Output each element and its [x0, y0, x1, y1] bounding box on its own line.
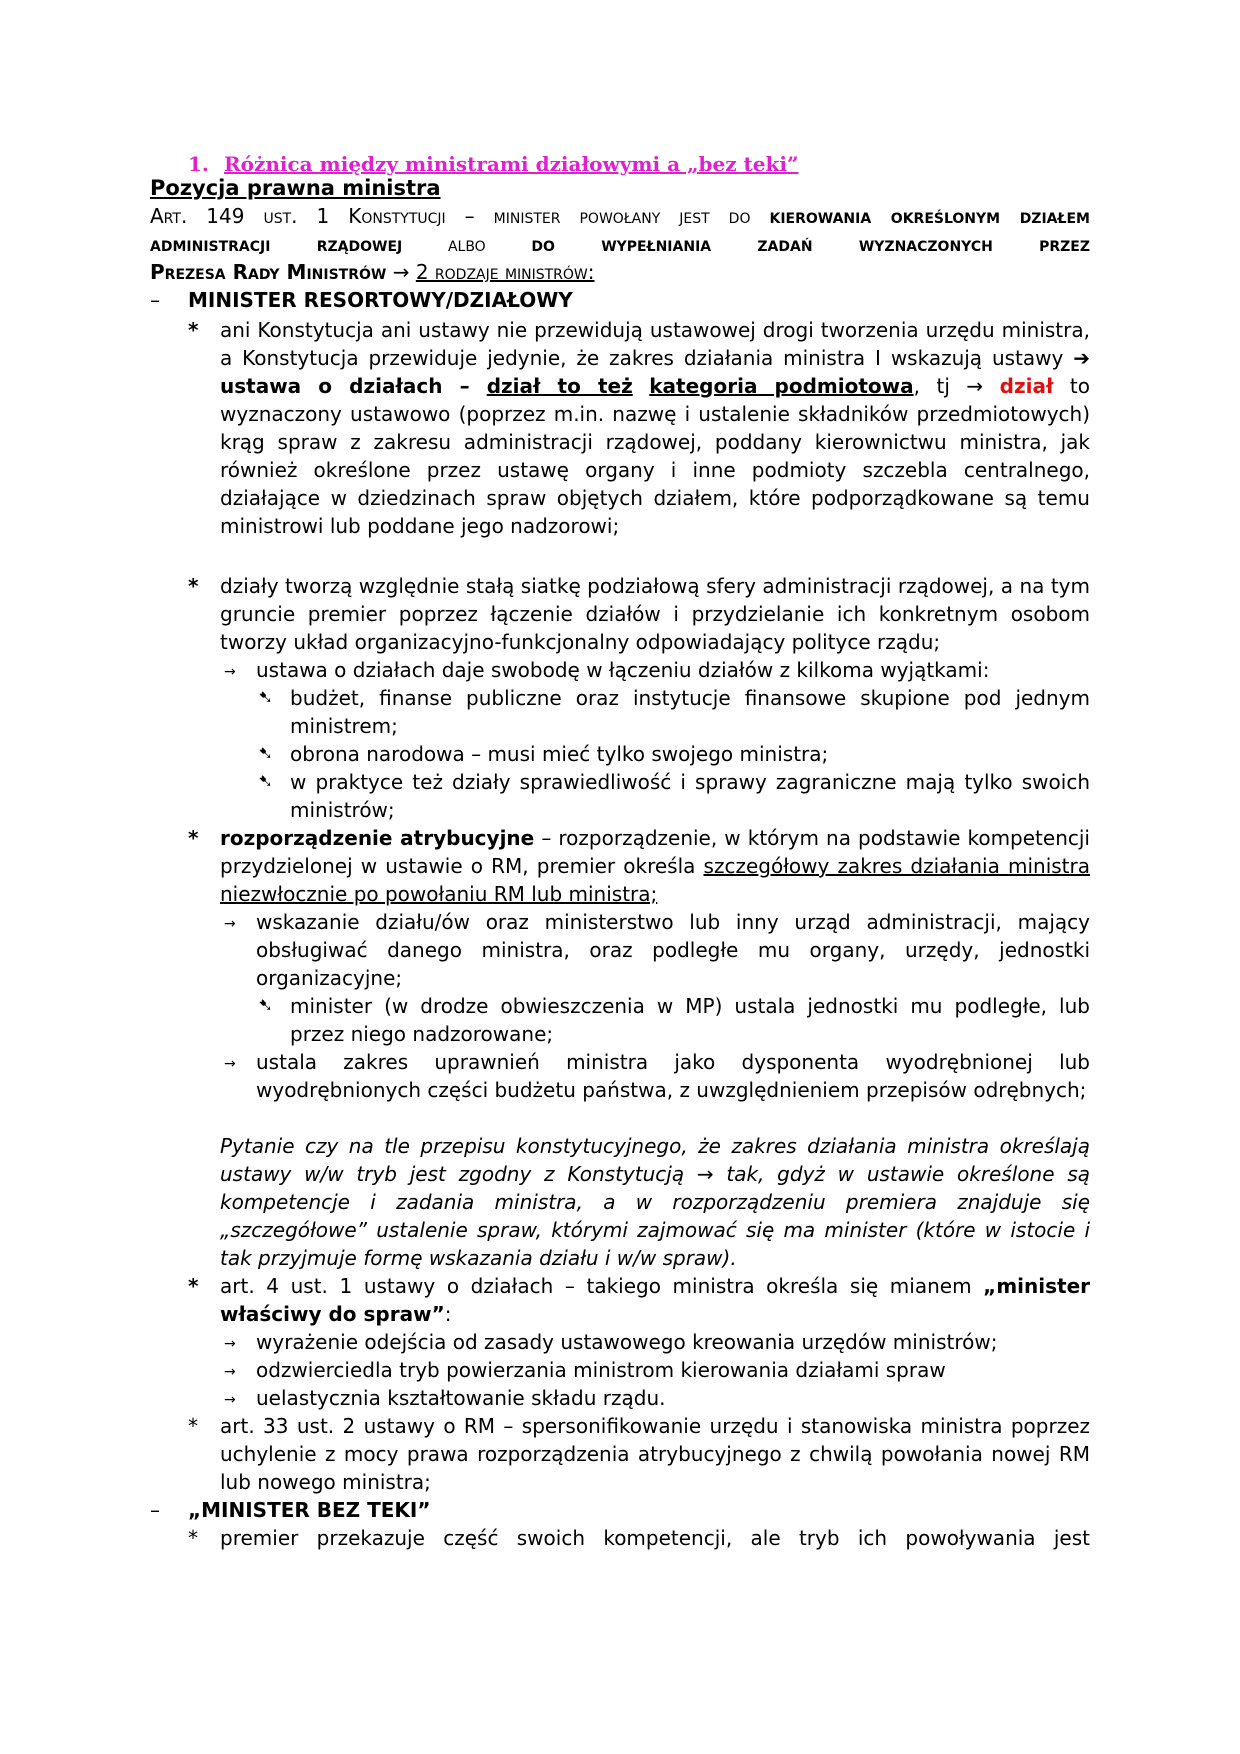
- intro-line-3: [150, 258, 595, 286]
- bullet-art33: art. 33 ust. 2 ustawy o RM – spersonifikowanie urzędu i stanowiska ministra poprzez uchylenie z mocy prawa rozporządzenia atrybucyjnego z chwilą powołania nowej RM lub nowego ministra;: [220, 1414, 1090, 1494]
- intro-line-2: [150, 230, 1090, 258]
- arrow-item: ustala zakres uprawnień ministra jako dysponenta wyodrębnionej lub wyodrębnionych części budżetu państwa, z uwzględnieniem przepisów odrębnych;: [256, 1050, 1090, 1102]
- red-keyword: dział: [999, 374, 1054, 398]
- arrow-bullet-icon: →: [224, 916, 236, 932]
- star-bullet-icon: *: [188, 1414, 198, 1438]
- star-bullet-icon: *: [188, 318, 199, 342]
- arrow-bullet-icon: →: [224, 1392, 236, 1408]
- text: art. 4 ust. 1 ustawy o działach – takiego ministra określa się mianem: [220, 1274, 984, 1298]
- arrow-bullet-icon: →: [224, 1364, 236, 1380]
- hand-item: obrona narodowa – musi mieć tylko swojego ministra;: [290, 742, 829, 766]
- dash-bullet-icon: –: [150, 288, 160, 312]
- hand-arrow-icon: ➷: [258, 995, 274, 1016]
- text: – rozporządzenie, w którym na podstawie kompetencji przydzielonej w ustawie o RM, premier określa: [220, 826, 1090, 878]
- star-bullet-icon: *: [188, 1274, 199, 1298]
- hand-item: w praktyce też działy sprawiedliwość i sprawy zagraniczne mają tylko swoich ministrów;: [290, 770, 1090, 822]
- text: to wyznaczony ustawowo (poprzez m.in. nazwę i ustalenie składników przedmiotowych) krąg spraw z zakresu administracji rządowej, poddany kierownictwu ministra, jak również określone przez ustawę organy i inne podmioty szczebla centralnego, działające w dziedzinach spraw objętych działem, które podporządkowane są temu ministrowi lub poddane jego nadzorowi;: [220, 374, 1090, 538]
- section-title-bez-teki: „MINISTER BEZ TEKI”: [188, 1498, 431, 1522]
- arrow-icon: →: [386, 260, 416, 284]
- bullet-premier: premier przekazuje część swoich kompetencji, ale tryb ich powoływania jest: [220, 1526, 1090, 1550]
- intro-text: Art. 149 ust. 1 Konstytucji – minister powołany jest do: [150, 204, 770, 228]
- text: [633, 374, 650, 398]
- arrow-item: wskazanie działu/ów oraz ministerstwo lub inny urząd administracji, mający obsługiwać danego ministra, oraz podległe mu organy, urzędy, jednostki organizacyjne;: [256, 910, 1090, 990]
- intro-line-1: [150, 202, 1090, 230]
- underlined-text: dział to też: [486, 374, 633, 398]
- arrow-icon: ➔: [1073, 346, 1090, 370]
- text: –: [442, 374, 487, 398]
- arrow-item: odzwierciedla tryb powierzania ministrom kierowania działami spraw: [256, 1358, 946, 1382]
- intro-text: albo: [402, 232, 532, 256]
- underlined-text: szczegółowy zakres działania ministra niezwłocznie po powołaniu RM lub ministra;: [220, 854, 1090, 906]
- hand-item: minister (w drodze obwieszczenia w MP) ustala jednostki mu podległe, lub przez niego nadzorowane;: [290, 994, 1090, 1046]
- heading-text: Różnica między ministrami działowymi a „bez teki”: [224, 152, 799, 176]
- hand-arrow-icon: ➷: [258, 771, 274, 792]
- bold-term: „minister właściwy do spraw”: [220, 1274, 1090, 1326]
- arrow-bullet-icon: →: [224, 664, 236, 680]
- italic-note: Pytanie czy na tle przepisu konstytucyjnego, że zakres działania ministra określają ustawy w/w tryb jest zgodny z Konstytucją → tak, gdyż w ustawie określone są kompetencje i zadania ministra, a w rozporządzeniu premiera znajduje się „szczegółowe” ustalenie spraw, którymi zajmować się ma minister (które w istocie i tak przyjmuje formę wskazania działu i w/w spraw).: [220, 1134, 1090, 1270]
- subtitle: Pozycja prawna ministra: [150, 176, 441, 200]
- arrow-item: wyrażenie odejścia od zasady ustawowego kreowania urzędów ministrów;: [256, 1330, 998, 1354]
- arrow-item: uelastycznia kształtowanie składu rządu.: [256, 1386, 666, 1410]
- arrow-bullet-icon: →: [224, 1336, 236, 1352]
- underlined-text: kategoria podmiotowa: [649, 374, 914, 398]
- bullet-rozporzadzenie: [220, 824, 1090, 908]
- star-bullet-icon: *: [188, 1526, 198, 1550]
- intro-bold: administracji rządowej: [150, 232, 403, 256]
- intro-bold: do wypełniania zadań wyznaczonych przez: [531, 232, 1090, 256]
- text: ani Konstytucja ani ustawy nie przewidują ustawowej drogi tworzenia urzędu ministra, a Konstytucja przewiduje jedynie, że zakres działania ministra I wskazują ustawy: [220, 318, 1090, 370]
- dash-bullet-icon: –: [150, 1498, 160, 1522]
- bullet-dzialy: działy tworzą względnie stałą siatkę podziałową sfery administracji rządowej, a na tym gruncie premier poprzez łączenie działów i przydzielanie ich konkretnym osobom tworzy układ organizacyjno-funkcjonalny odpowiadający polityce rządu;: [220, 574, 1090, 654]
- arrow-item: ustawa o działach daje swobodę w łączeniu działów z kilkoma wyjątkami:: [256, 658, 990, 682]
- hand-arrow-icon: ➷: [258, 687, 274, 708]
- bold-term: rozporządzenie atrybucyjne: [220, 826, 535, 850]
- arrow-bullet-icon: →: [224, 1056, 236, 1072]
- text: , tj →: [913, 374, 1000, 398]
- text: :: [444, 1302, 452, 1326]
- intro-underlined: 2 rodzaje ministrów:: [415, 260, 595, 284]
- hand-item: budżet, finanse publiczne oraz instytucje finansowe skupione pod jednym ministrem;: [290, 686, 1090, 738]
- bullet-art4: [220, 1272, 1090, 1328]
- intro-bold: Prezesa Rady Ministrów: [150, 260, 387, 284]
- section-title-resortowy: MINISTER RESORTOWY/DZIAŁOWY: [188, 288, 573, 312]
- intro-bold: kierowania określonym działem: [769, 204, 1090, 228]
- heading-number: 1.: [188, 152, 209, 176]
- star-bullet-icon: *: [188, 574, 199, 598]
- hand-arrow-icon: ➷: [258, 743, 274, 764]
- bullet-ustawy: [220, 316, 1090, 540]
- star-bullet-icon: *: [188, 826, 199, 850]
- bold-text: ustawa o działach: [220, 374, 443, 398]
